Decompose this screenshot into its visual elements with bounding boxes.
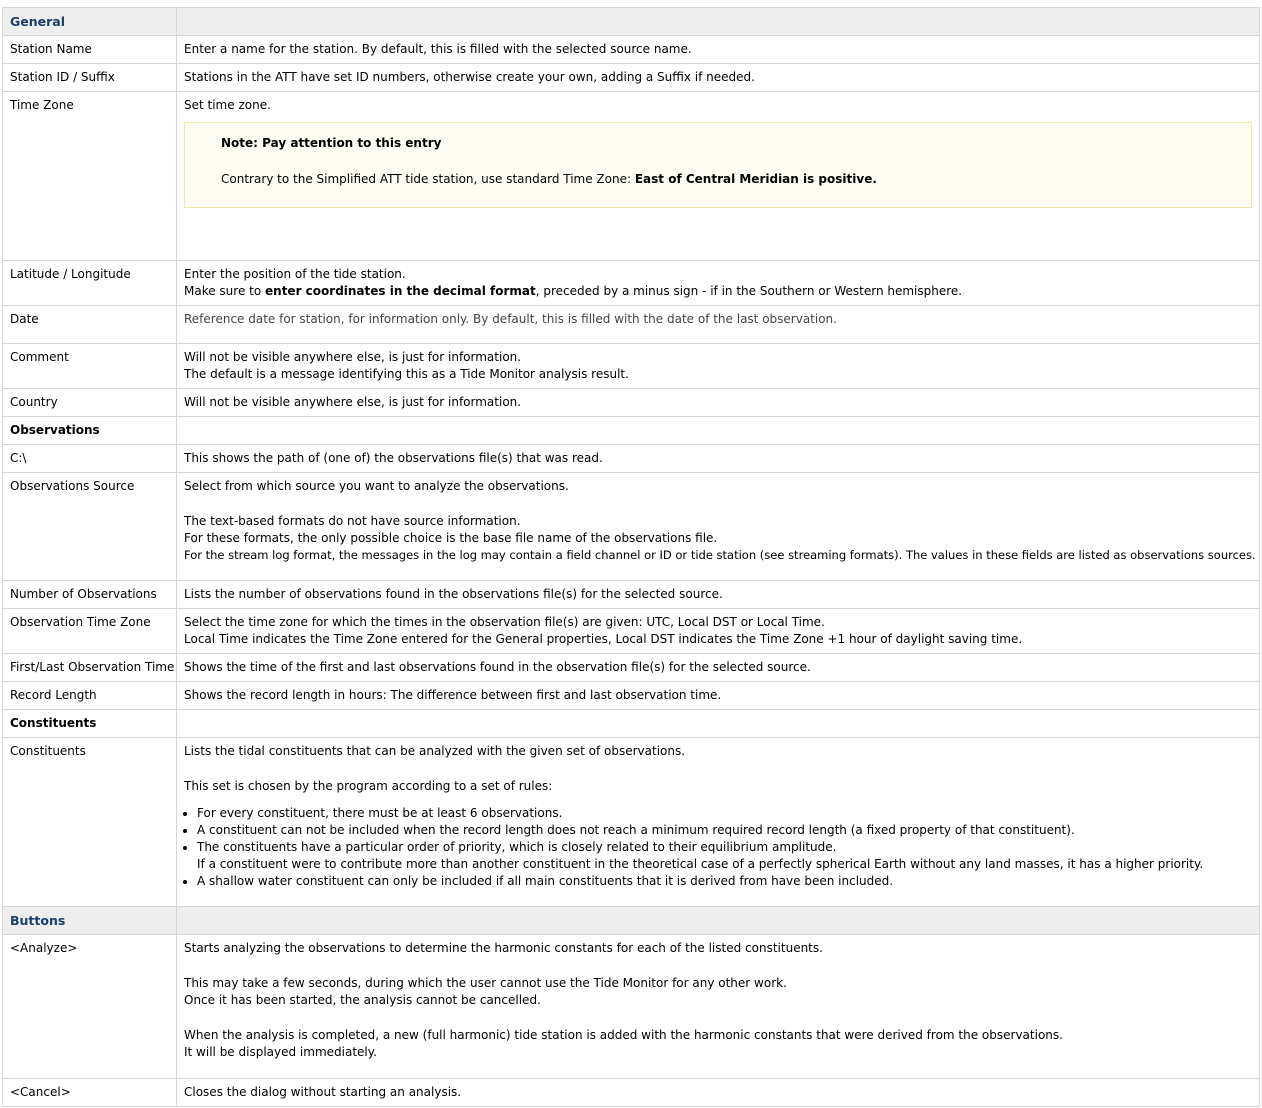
row-text: The text-based formats do not have source information. — [184, 514, 521, 528]
table-row — [3, 445, 1260, 473]
table-row — [3, 682, 1260, 710]
row-description: Enter a name for the station. By default, this is filled with the selected source name. — [177, 36, 1260, 64]
row-description — [177, 473, 1260, 581]
row-description: Shows the time of the first and last observations found in the observation file(s) for the selected source. — [177, 654, 1260, 682]
table-row — [3, 306, 1260, 344]
row-text: Will not be visible anywhere else, is just for information. — [184, 350, 522, 364]
row-description — [177, 935, 1260, 1079]
row-text: This set is chosen by the program according to a set of rules: — [184, 779, 553, 793]
row-description: Lists the number of observations found in the observations file(s) for the selected source. — [177, 581, 1260, 609]
row-label: Country — [3, 389, 177, 417]
row-label: C:\ — [3, 445, 177, 473]
row-text: This may take a few seconds, during which the user cannot use the Tide Monitor for any other work. — [184, 976, 787, 990]
row-label: Number of Observations — [3, 581, 177, 609]
note-box — [184, 122, 1252, 208]
row-label: Comment — [3, 344, 177, 389]
table-row — [3, 344, 1260, 389]
row-label: Time Zone — [3, 92, 177, 261]
row-text: It will be displayed immediately. — [184, 1045, 377, 1059]
row-description — [177, 609, 1260, 654]
list-item: • For every constituent, there must be at least 6 observations. — [197, 805, 1252, 822]
row-text: For these formats, the only possible choice is the base file name of the observations file. — [184, 531, 718, 545]
list-item-text: • The constituents have a particular order of priority, which is closely related to their equilibrium amplitude. — [197, 840, 837, 854]
note-text: Contrary to the Simplified ATT tide station, use standard Time Zone: — [221, 172, 635, 186]
row-label: Record Length — [3, 682, 177, 710]
section-title: Buttons — [3, 907, 177, 935]
row-label: Constituents — [3, 738, 177, 907]
section-title: Constituents — [3, 710, 177, 738]
row-text: Enter the position of the tide station. — [184, 267, 406, 281]
table-row — [3, 654, 1260, 682]
section-header-buttons — [3, 907, 1260, 935]
row-description: This shows the path of (one of) the observations file(s) that was read. — [177, 445, 1260, 473]
row-label: <Cancel> — [3, 1079, 177, 1107]
table-row — [3, 473, 1260, 581]
table-row — [3, 1079, 1260, 1107]
row-label: Observation Time Zone — [3, 609, 177, 654]
table-row — [3, 36, 1260, 64]
row-text: The default is a message identifying this as a Tide Monitor analysis result. — [184, 367, 629, 381]
row-text-part: Make sure to — [184, 284, 266, 298]
note-body — [221, 171, 1215, 188]
row-description — [177, 738, 1260, 907]
row-description — [177, 92, 1260, 261]
row-text-bold: enter coordinates in the decimal format — [265, 284, 536, 298]
properties-table — [2, 7, 1260, 1107]
table-row — [3, 609, 1260, 654]
row-label: Station Name — [3, 36, 177, 64]
row-text: Lists the tidal constituents that can be analyzed with the given set of observations. — [184, 744, 686, 758]
table-row — [3, 389, 1260, 417]
row-description: Will not be visible anywhere else, is just for information. — [177, 389, 1260, 417]
row-text: Select the time zone for which the times in the observation file(s) are given: UTC, Local DST or Local Time. — [184, 615, 825, 629]
list-item: • A shallow water constituent can only be included if all main constituents that it is derived from have been included. — [197, 873, 1252, 890]
rules-list — [184, 805, 1252, 890]
row-label: Date — [3, 306, 177, 344]
list-item — [197, 839, 1252, 873]
section-header-observations — [3, 417, 1260, 445]
row-text-part: , preceded by a minus sign - if in the Southern or Western hemisphere. — [535, 284, 963, 298]
row-description: Shows the record length in hours: The difference between first and last observation time. — [177, 682, 1260, 710]
row-text: When the analysis is completed, a new (full harmonic) tide station is added with the harmonic constants that were derived from the observations. — [184, 1028, 1063, 1042]
row-description — [177, 261, 1260, 306]
row-description — [177, 344, 1260, 389]
section-header-constituents — [3, 710, 1260, 738]
section-title: Observations — [3, 417, 177, 445]
section-header-general — [3, 8, 1260, 36]
list-item-text: If a constituent were to contribute more than another constituent in the theoretical case of a perfectly spherical Earth without any land masses, it has a higher priority. — [197, 857, 1204, 871]
row-text: Local Time indicates the Time Zone entered for the General properties, Local DST indicates the Time Zone +1 hour of daylight saving time. — [184, 632, 1023, 646]
table-row — [3, 261, 1260, 306]
note-title: Note: Pay attention to this entry — [221, 136, 442, 150]
section-title: General — [3, 8, 177, 36]
note-bold-text: East of Central Meridian is positive. — [634, 172, 877, 186]
row-text: For the stream log format, the messages in the log may contain a field channel or ID or tide station (see streaming formats). The values in these fields are listed as observations sources. — [184, 548, 1256, 562]
row-description: Closes the dialog without starting an analysis. — [177, 1079, 1260, 1107]
row-text: Set time zone. — [184, 98, 271, 112]
table-row — [3, 92, 1260, 261]
row-description: Reference date for station, for information only. By default, this is filled with the date of the last observation. — [177, 306, 1260, 344]
list-item: • A constituent can not be included when the record length does not reach a minimum required record length (a fixed property of that constituent). — [197, 822, 1252, 839]
table-row — [3, 64, 1260, 92]
table-row — [3, 738, 1260, 907]
row-label: Observations Source — [3, 473, 177, 581]
row-text: Select from which source you want to analyze the observations. — [184, 479, 569, 493]
row-label: First/Last Observation Time — [3, 654, 177, 682]
table-row — [3, 581, 1260, 609]
row-label: Station ID / Suffix — [3, 64, 177, 92]
row-text — [184, 283, 1252, 300]
row-text: Once it has been started, the analysis cannot be cancelled. — [184, 993, 541, 1007]
row-description: Stations in the ATT have set ID numbers, otherwise create your own, adding a Suffix if needed. — [177, 64, 1260, 92]
row-text: Starts analyzing the observations to determine the harmonic constants for each of the listed constituents. — [184, 941, 823, 955]
table-row — [3, 935, 1260, 1079]
row-label: Latitude / Longitude — [3, 261, 177, 306]
row-label: <Analyze> — [3, 935, 177, 1079]
